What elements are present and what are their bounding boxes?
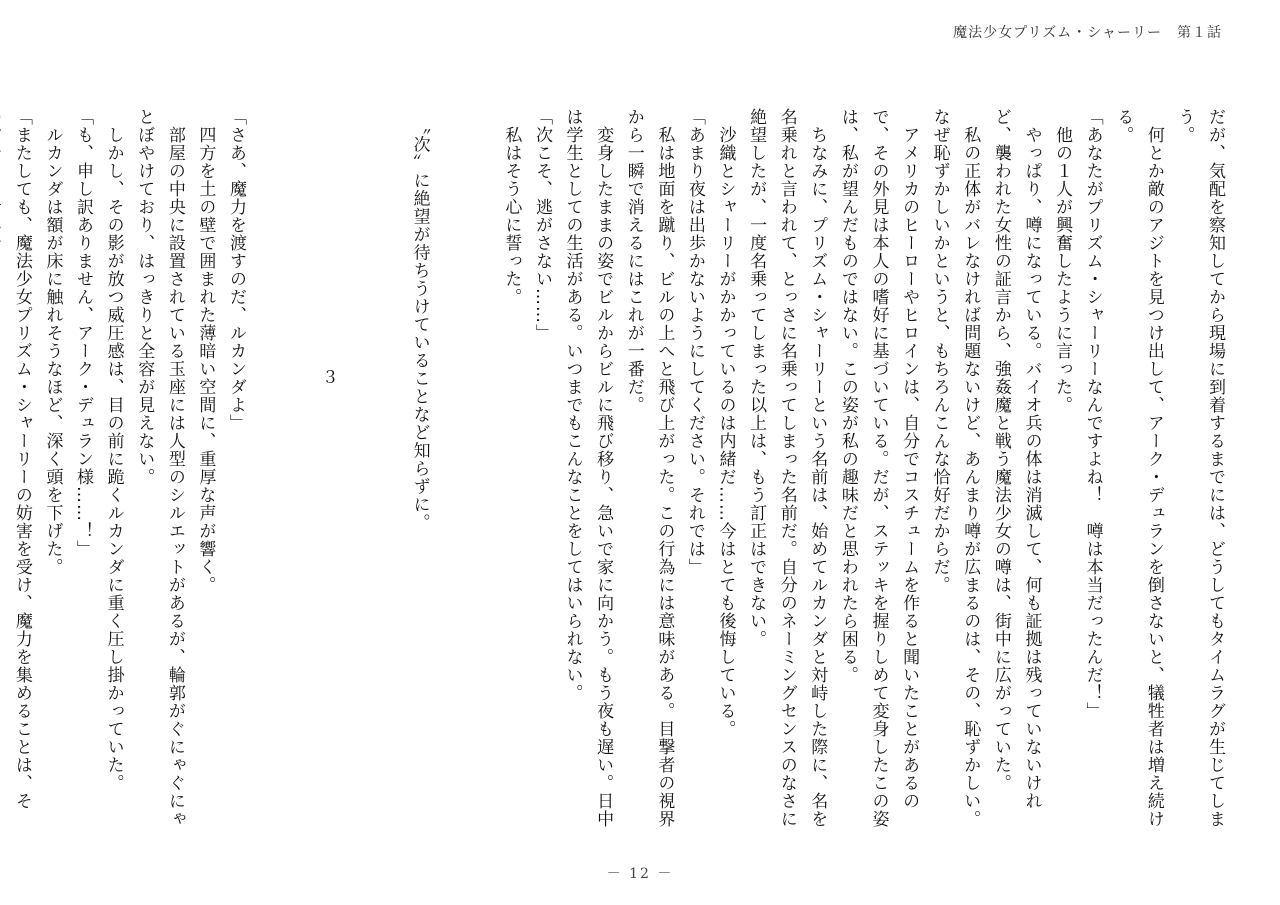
paragraph: 沙織とシャーリーがかかっているのは内緒だ……今はとても後悔している。 (715, 108, 736, 738)
dialogue-line: 「またしても、魔法少女プリズム・シャーリーの妨害を受け、魔力を集めることは、そ (11, 108, 32, 810)
paragraph: 〝次〟に絶望が待ちうけていることなど知らずに。 (409, 108, 430, 532)
blank-line (343, 108, 374, 828)
dialogue-line: 「さあ、魔力を渡すのだ、ルカンダよ」 (226, 108, 246, 432)
paragraph: 部屋の中央に設置されている玉座には人型のシルエットがあるが、輪郭がぐにゃぐにゃとぼやけており、はっきりと全容が見えない。 (134, 108, 185, 828)
paragraph: ルカンダは額が床に触れそうなほど、深く頭を下げた。 (42, 108, 63, 576)
blank-line (465, 108, 496, 828)
dialogue-line: 「次こそ、逃がさない……」 (531, 108, 552, 342)
blank-line (435, 108, 466, 828)
paragraph: アメリカのヒーローやヒロインは、自分でコスチュームを作ると聞いたことがあるので、その外見は本人の嗜好に基づいている。だが、ステッキを握りしめて変身したこの姿は、私が望んだものではない。この姿が私の趣味だと思われたら困る。 (837, 108, 920, 828)
dialogue-line: 「あまり夜は出歩かないようにしてください。それでは」 (684, 108, 705, 576)
paragraph: 四方を土の壁で囲まれた薄暗い空間に、重厚な声が響く。 (195, 108, 216, 594)
paragraph: 私は地面を蹴り、ビルの上へと飛び上がった。この行為には意味がある。目撃者の視界から一瞬で消えるにはこれが一番だ。 (623, 108, 675, 828)
paragraph: 変身したままの姿でビルからビルに飛び移り、急いで家に向かう。もう夜も遅い。日中は学生としての生活がある。いつまでもこんなことをしてはいられない。 (562, 108, 614, 828)
paragraph: 私の正体がバレなければ問題ないけど、あんまり噂が広まるのは、その、恥ずかしい。なぜ恥ずかしいかというと、もちろんこんな恰好だからだ。 (929, 108, 981, 828)
blank-line (282, 108, 313, 828)
blank-line (251, 108, 282, 828)
paragraph: だが、気配を察知してから現場に到着するまでには、どうしてもタイムラグが生じてしまう。 (1174, 108, 1225, 828)
dialogue-line: 「あなたがプリズム・シャーリーなんですよね！ 噂は本当だったんだ！」 (1082, 108, 1103, 720)
paragraph: 何とか敵のアジトを見つけ出して、アーク・デュランを倒さないと、犠牲者は増え続ける。 (1113, 108, 1164, 828)
vertical-body-text (0, 108, 1230, 828)
page-number: － 12 － (606, 866, 674, 882)
paragraph: 他の１人が興奮したように言った。 (1052, 108, 1073, 414)
blank-line (373, 108, 404, 828)
paragraph: しかし、その影が放つ威圧感は、目の前に跪くルカンダに重く圧し掛かっていた。 (103, 108, 124, 792)
section-heading: ３ (317, 368, 338, 386)
paragraph: 私はそう心に誓った。 (501, 108, 522, 306)
dialogue-line: 「も、申し訳ありません、アーク・デュラン様……！」 (73, 108, 94, 558)
paragraph: やっぱり、噂になっている。バイオ兵の体は消滅して、何も証拠は残っていないけれど、襲われた女性の証言から、強姦魔と戦う魔法少女の噂は、街中に広がっていた。 (990, 108, 1042, 810)
running-title: 魔法少女プリズム・シャーリー 第１話 (953, 25, 1222, 41)
paragraph: ちなみに、プリズム・シャーリーという名前は、始めてルカンダと対峙した際に、名を名乗れと言われて、とっさに名乗ってしまった名前だ。自分のネーミングセンスのなさに絶望したが、一度名乗ってしまった以上は、もう訂正はできない。 (746, 108, 828, 828)
